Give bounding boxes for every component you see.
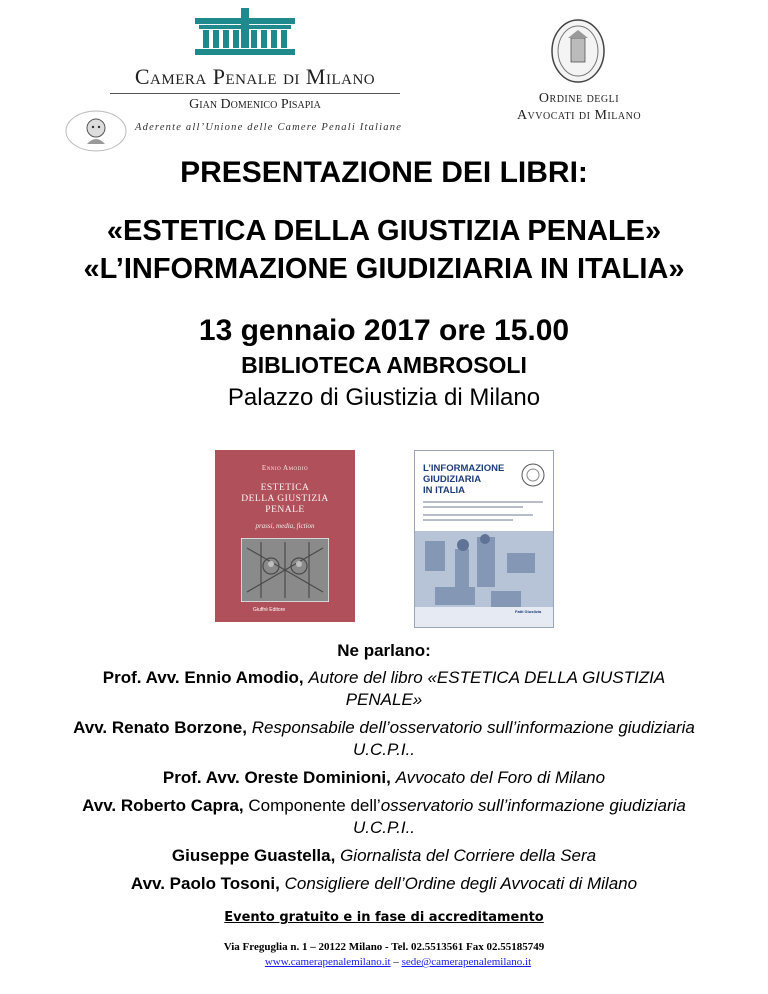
- event-venue: BIBLIOTECA AMBROSOLI: [241, 352, 527, 378]
- cover1-publisher: Giuffrè Editore: [253, 607, 286, 613]
- speaker-role: Avvocato del Foro di Milano: [395, 768, 606, 787]
- speaker-role-continued: U.C.P.I..: [352, 818, 416, 837]
- cover2-title-line: IN ITALIA: [423, 485, 466, 496]
- speakers-intro: Ne parlano:: [337, 641, 431, 660]
- cover1-title-line: DELLA GIUSTIZIA: [241, 494, 329, 504]
- event-date: 13 gennaio 2017 ore 15.00: [198, 314, 570, 347]
- speaker-row: [0, 768, 768, 788]
- website-link[interactable]: www.camerapenalemilano.it: [264, 956, 391, 968]
- cover2-publisher: Fatti Giustizia: [515, 609, 542, 614]
- book1-title: «ESTETICA DELLA GIUSTIZIA PENALE»: [106, 215, 662, 247]
- ordine-avvocati-logo: [495, 18, 670, 128]
- speaker-role-italic: osservatorio sull’informazione giudiziaria: [380, 796, 686, 815]
- cover1-subtitle: prassi, media, fiction: [255, 522, 315, 530]
- camera-penale-name: Camera Penale di Milano: [134, 64, 376, 89]
- ucpi-seal-icon: [521, 463, 545, 487]
- speaker-name: Giuseppe Guastella,: [171, 846, 336, 865]
- speaker-role: Autore del libro «ESTETICA DELLA GIUSTIZIA: [308, 668, 666, 687]
- book1-cover: [215, 450, 355, 622]
- cover1-author: Ennio Amodio: [261, 464, 309, 472]
- speaker-row: [0, 718, 768, 738]
- event-place: Palazzo di Giustizia di Milano: [227, 384, 541, 411]
- cover1-title-line: PENALE: [265, 505, 305, 515]
- event-heading: PRESENTAZIONE DEI LIBRI:: [180, 156, 588, 189]
- speaker-role-continued: PENALE»: [345, 690, 423, 709]
- affiliation-text: Aderente all’Unione delle Camere Penali Italiane: [135, 122, 403, 133]
- courthouse-icon: [195, 6, 295, 56]
- footer-address: Via Freguglia n. 1 – 20122 Milano - Tel. 02.5513561 Fax 02.55185749: [223, 941, 545, 953]
- speaker-row: [0, 874, 768, 894]
- speaker-role: Componente dell’: [248, 796, 381, 815]
- speaker-row: [0, 796, 768, 816]
- camera-penale-divider: [110, 93, 400, 94]
- speaker-name: Avv. Renato Borzone,: [73, 718, 247, 737]
- cover1-title-line: ESTETICA: [260, 483, 310, 493]
- book2-title: «L’INFORMAZIONE GIUDIZIARIA IN ITALIA»: [83, 253, 685, 285]
- accreditation-notice: Evento gratuito e in fase di accreditamento: [224, 910, 544, 925]
- cover2-title-line: L’INFORMAZIONE: [423, 463, 505, 474]
- speaker-name: Avv. Paolo Tosoni,: [130, 874, 280, 893]
- speaker-row: [0, 846, 768, 866]
- speaker-role: Responsabile dell’osservatorio sull’informazione giudiziaria: [251, 718, 695, 737]
- speaker-name: Prof. Avv. Oreste Dominioni,: [162, 768, 391, 787]
- cover2-subtitle-lines: [423, 499, 547, 529]
- speaker-row: [0, 668, 768, 688]
- speaker-role-continued: U.C.P.I..: [352, 740, 416, 759]
- footer-links: [0, 956, 768, 968]
- book2-cover: [414, 450, 554, 628]
- speaker-name: Prof. Avv. Ennio Amodio,: [102, 668, 304, 687]
- link-separator: –: [393, 956, 399, 968]
- speaker-name: Avv. Roberto Capra,: [82, 796, 244, 815]
- camera-penale-logo: [110, 6, 430, 146]
- affiliation-band: [65, 110, 420, 152]
- ordine-line1: Ordine degli: [538, 91, 620, 106]
- portrait-seal-icon: [65, 110, 127, 152]
- camera-penale-subtitle: Gian Domenico Pisapia: [189, 97, 321, 112]
- speaker-role: Giornalista del Corriere della Sera: [340, 846, 597, 865]
- ordine-seal-icon: [550, 18, 606, 84]
- relief-artwork-icon: [241, 538, 329, 602]
- ordine-line2: Avvocati di Milano: [516, 108, 642, 123]
- email-link[interactable]: sede@camerapenalemilano.it: [401, 956, 532, 968]
- cover2-title-line: GIUDIZIARIA: [423, 474, 482, 485]
- speaker-role: Consigliere dell’Ordine degli Avvocati di Milano: [284, 874, 638, 893]
